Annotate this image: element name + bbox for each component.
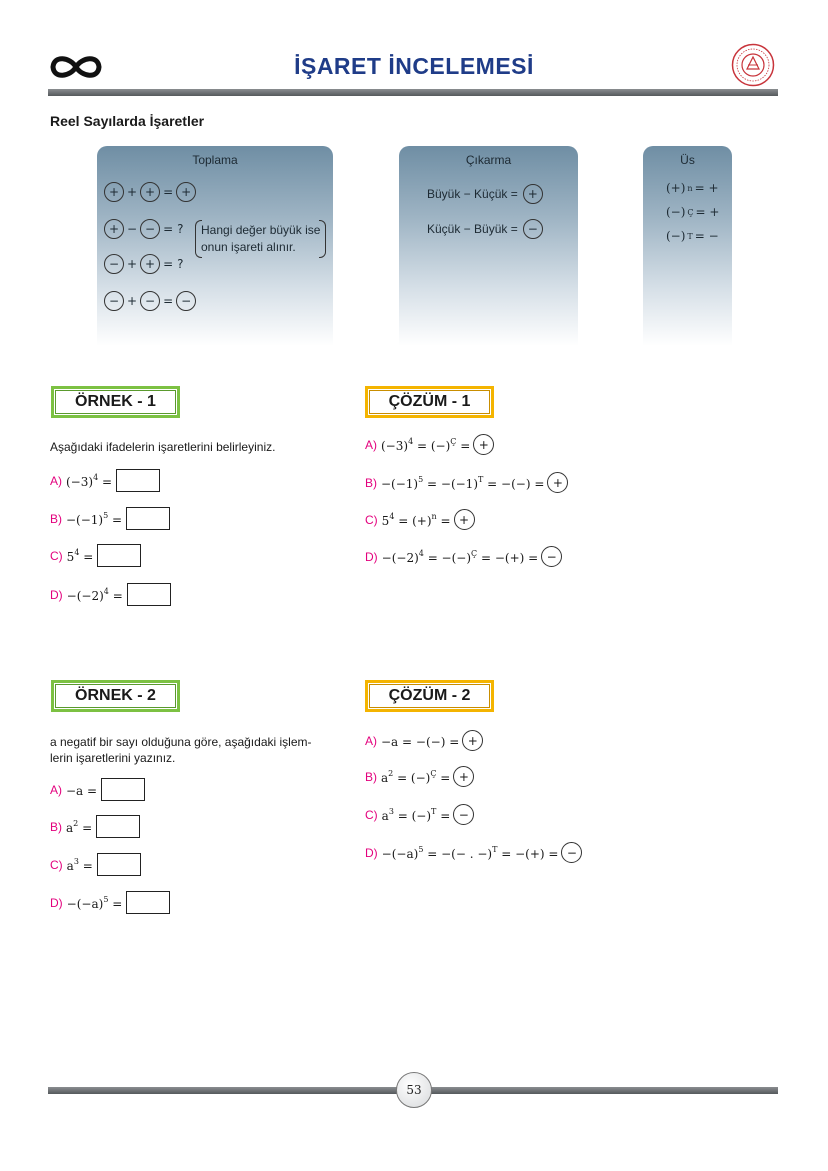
cozum-1-item-a: A) $(-3)^4 = (-)^Ç$ = + bbox=[365, 434, 494, 455]
ornek-1-label: ÖRNEK - 1 bbox=[51, 386, 180, 418]
us-line-2: (−) Ç = + bbox=[666, 205, 720, 219]
toplama-line-3: − + + = ? bbox=[104, 254, 185, 274]
ornek-2-item-d: D) $-(-a)^5$ = bbox=[50, 891, 170, 914]
answer-box-a[interactable] bbox=[116, 469, 160, 492]
cikarma-line-2: Küçük − Büyük = − bbox=[427, 219, 543, 239]
cozum-2-item-b: B) $a^2 = (-)^Ç$ = + bbox=[365, 766, 474, 787]
cozum-2-item-a: A) −a = −(−) = + bbox=[365, 730, 483, 751]
toplama-card bbox=[97, 146, 333, 346]
ornek-1-item-b: B) $-(-1)^5$ = bbox=[50, 507, 170, 530]
ornek-2-item-a: A) −a = bbox=[50, 778, 145, 801]
us-line-1: (+) n = + bbox=[666, 181, 719, 195]
us-line-3: (−) T = − bbox=[666, 229, 719, 243]
answer-box-c[interactable] bbox=[97, 544, 141, 567]
answer-box-a[interactable] bbox=[101, 778, 145, 801]
ornek-1-item-c: C) $5^4$ = bbox=[50, 544, 141, 567]
cozum-2-item-c: C) $a^3 = (-)^T$ = − bbox=[365, 804, 474, 825]
ministry-seal-icon bbox=[731, 43, 775, 87]
cikarma-card bbox=[399, 146, 578, 346]
ornek-1-prompt: Aşağıdaki ifadelerin işaretlerini belirleyiniz. bbox=[50, 440, 276, 454]
ornek-2-label: ÖRNEK - 2 bbox=[51, 680, 180, 712]
toplama-line-2: + − − = ? bbox=[104, 219, 185, 239]
answer-box-c[interactable] bbox=[97, 853, 141, 876]
page-number: 53 bbox=[396, 1072, 432, 1108]
page-title: İŞARET İNCELEMESİ bbox=[294, 53, 534, 79]
us-card bbox=[643, 146, 732, 346]
section-heading: Reel Sayılarda İşaretler bbox=[50, 113, 205, 129]
toplama-note: Hangi değer büyük ise onun işareti alınır. bbox=[195, 222, 326, 256]
ornek-1-item-a: A) $(-3)^4$ = bbox=[50, 469, 160, 492]
cozum-1-label: ÇÖZÜM - 1 bbox=[365, 386, 494, 418]
answer-box-d[interactable] bbox=[127, 583, 171, 606]
us-title: Üs bbox=[680, 153, 695, 167]
cikarma-line-1: Büyük − Küçük = + bbox=[427, 184, 543, 204]
cozum-2-label: ÇÖZÜM - 2 bbox=[365, 680, 494, 712]
answer-box-b[interactable] bbox=[96, 815, 140, 838]
header-rule bbox=[48, 89, 778, 96]
cozum-1-item-d: D) $-(-2)^4 = -(-)^Ç$ = −(+) = − bbox=[365, 546, 562, 567]
ornek-2-item-b: B) $a^2$ = bbox=[50, 815, 140, 838]
answer-box-d[interactable] bbox=[126, 891, 170, 914]
ornek-2-prompt: a negatif bir sayı olduğuna göre, aşağıdaki işlem- lerin işaretlerini yazınız. bbox=[50, 735, 312, 765]
cozum-1-item-b: B) $-(-1)^5 = -(-1)^T$ = −(−) = + bbox=[365, 472, 568, 493]
ornek-1-item-d: D) $-(-2)^4$ = bbox=[50, 583, 171, 606]
ornek-2-item-c: C) $a^3$ = bbox=[50, 853, 141, 876]
cikarma-title: Çıkarma bbox=[465, 153, 512, 167]
answer-box-b[interactable] bbox=[126, 507, 170, 530]
cozum-2-item-d: D) $-(-a)^5$ = −(− . −)$^T$ = −(+) = − bbox=[365, 842, 582, 863]
toplama-line-1: + + + = + bbox=[104, 182, 196, 202]
toplama-title: Toplama bbox=[192, 153, 238, 167]
toplama-line-4: − + − = − bbox=[104, 291, 196, 311]
cozum-1-item-c: C) $5^4 = (+)^n$ = + bbox=[365, 509, 475, 530]
